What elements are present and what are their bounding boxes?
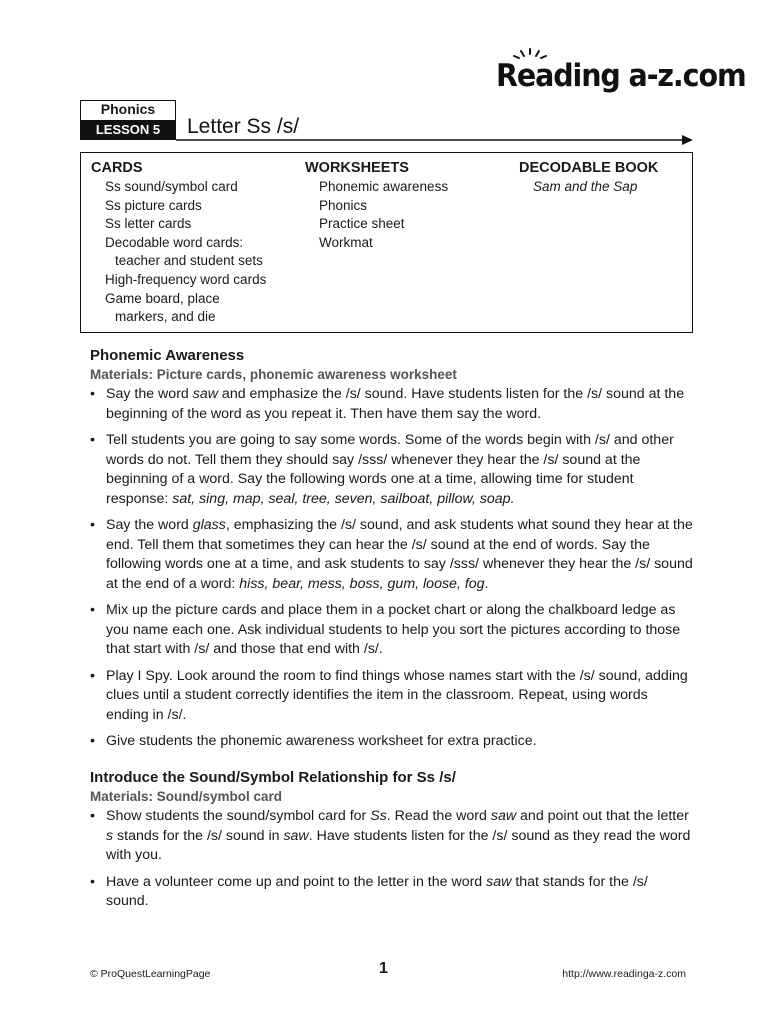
list-item: Decodable word cards: (105, 234, 244, 250)
list-item: teacher and student sets (115, 253, 263, 269)
page-footer (90, 962, 694, 982)
list-item: Practice sheet (319, 216, 405, 232)
decodable-book-column (519, 159, 689, 197)
website-link[interactable]: http://www.readinga-z.com (562, 968, 686, 980)
phonemic-awareness-section (90, 346, 694, 759)
materials-box (80, 152, 693, 333)
book-title: Sam and the Sap (533, 179, 638, 194)
list-item: Phonics (319, 197, 368, 213)
cards-column (91, 159, 301, 327)
worksheets-heading: WORKSHEETS (305, 160, 409, 176)
list-item: markers, and die (115, 309, 216, 325)
section-materials: Materials: Picture cards, phonemic awareness worksheet (90, 367, 457, 382)
section-title: Phonemic Awareness (90, 347, 245, 364)
list-item: Ss sound/symbol card (105, 179, 238, 194)
worksheets-column (305, 159, 505, 252)
subject-label: Phonics (80, 100, 176, 120)
reading-az-logo (496, 48, 746, 98)
bullet-item: • Give students the phonemic awareness worksheet for extra practice. (90, 732, 694, 752)
bullet-item: • Show students the sound/symbol card for Ss. Read the word saw and point out that the letter s stands for the /s/ sound in saw. Have students listen for the /s/ sound as they read the word with you. (90, 807, 694, 866)
list-item: Phonemic awareness (319, 179, 449, 194)
list-item: High-frequency word cards (105, 271, 267, 287)
bullet-item: • Mix up the picture cards and place them in a pocket chart or along the chalkboard ledge as you name each one. Ask individual students to help you sort the pictures according to those that start with /s/ and those that end with /s/. (90, 601, 694, 660)
bullet-item: • Play I Spy. Look around the room to find things whose names start with the /s/ sound, adding clues until a student correctly identifies the item in the classroom. Repeat, using words ending in /s/. (90, 667, 694, 726)
header-rule-arrow (176, 133, 696, 149)
decodable-book-heading: DECODABLE BOOK (519, 160, 659, 176)
bullet-item: • Have a volunteer come up and point to the letter in the word saw that stands for the /s/ sound. (90, 873, 694, 912)
list-item: Ss picture cards (105, 197, 202, 213)
lesson-number: LESSON 5 (80, 120, 176, 140)
section-materials: Materials: Sound/symbol card (90, 789, 283, 804)
bullet-item: • Say the word saw and emphasize the /s/ sound. Have students listen for the /s/ sound at the beginning of the word as you repeat it. Then have them say the word. (90, 385, 694, 424)
bullet-item: • Say the word glass, emphasizing the /s/ sound, and ask students what sound they hear at the end. Tell them that sometimes they can hear the /s/ sound at the end of words. Say the following words one at a time, and ask students to say /sss/ whenever they hear the /s/ sound at the end of a word: hiss, bear, mess, boss, gum, loose, fog. (90, 516, 694, 594)
copyright-text: © ProQuestLearningPage (90, 968, 211, 980)
introduce-sound-symbol-section (90, 768, 694, 919)
list-item: Workmat (319, 234, 373, 250)
logo-text: Reading a-z.com (496, 58, 746, 94)
cards-heading: CARDS (91, 160, 143, 176)
lesson-title: Letter Ss /s/ (187, 115, 300, 138)
list-item: Game board, place (105, 290, 220, 306)
list-item: Ss letter cards (105, 216, 192, 232)
section-title: Introduce the Sound/Symbol Relationship for Ss /s/ (90, 769, 456, 786)
page-number: 1 (379, 960, 388, 977)
bullet-item: • Tell students you are going to say some words. Some of the words begin with /s/ and other words do not. Tell them they should say /sss/ whenever they hear the /s/ sound at the beginning of a word. Say the following words one at a time, allowing time for student response: sat, sing, map, seal, tree, seven, sailboat, pillow, soap. (90, 431, 694, 509)
